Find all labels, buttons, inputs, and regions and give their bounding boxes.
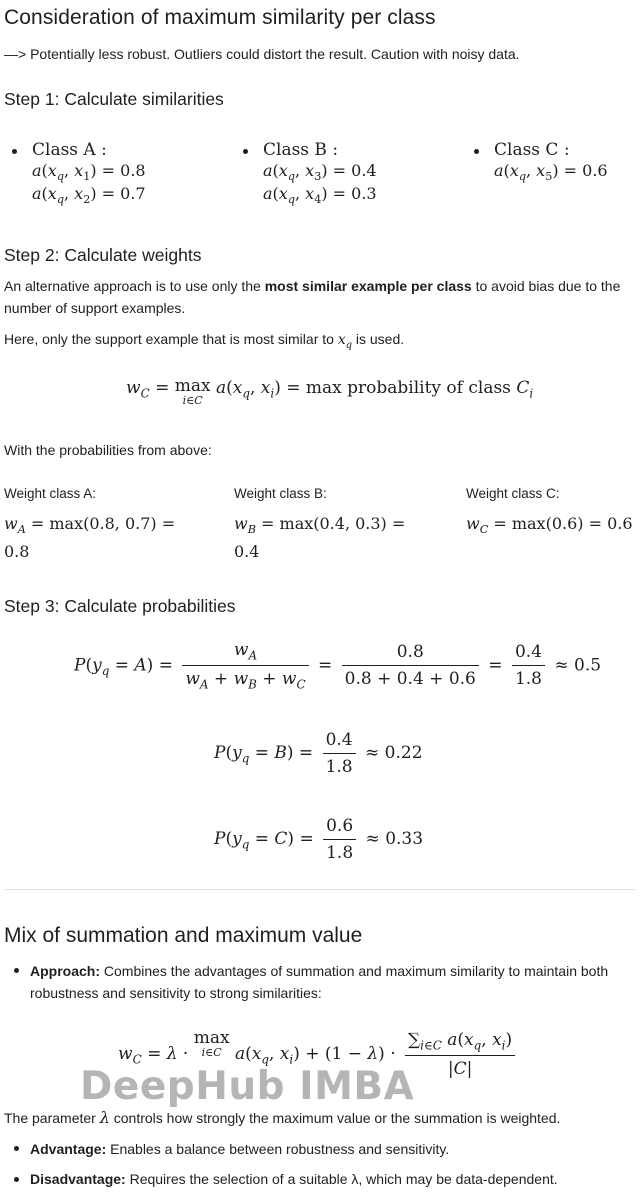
class-b-label: Class B : — [263, 140, 339, 160]
mixed-weight-formula: $w_C = \lambda \cdot \max$ i∈C $a(x_q$, $x_i) + (1 - \lambda)$ · $\frac{\sum_{i\in C} a(x_q, x_i)}{|C|}$ — [118, 1030, 519, 1079]
class-a-sim-2: $a(x_q$, $x_2) = 0.7$ — [32, 184, 146, 207]
section-title-mix: Mix of summation and maximum value — [4, 924, 363, 947]
section-title-max-similarity: Consideration of maximum similarity per class — [4, 6, 436, 29]
bullet-icon — [14, 968, 19, 973]
class-a-label: Class A : — [32, 140, 107, 160]
class-c-label: Class C : — [494, 140, 570, 160]
weight-class-c-eq: $w_C = \max(0.6) = 0.6$ — [466, 514, 633, 537]
watermark-logo: DeepHub IMBA — [80, 1064, 415, 1109]
weight-class-b-eq: $w_B = \max(0.4$, 0.3) = 0.4 — [234, 514, 406, 562]
weight-class-a-label: Weight class A: — [4, 486, 97, 501]
step3-title: Step 3: Calculate probabilities — [4, 596, 236, 616]
bullet-icon — [14, 1146, 19, 1151]
support-example-text: Here, only the support example that is most similar to $x_q$ is used. — [4, 331, 405, 351]
section-divider — [4, 889, 636, 890]
with-probabilities-text: With the probabilities from above: — [4, 442, 212, 458]
weight-class-a-eq: $w_A = \max(0.8$, 0.7) = 0.8 — [4, 514, 176, 562]
probability-b-formula: $P(y_q = B)$ = $\frac{0.4}{1.8}$ ≈ 0.22 — [214, 730, 423, 777]
disadvantage-item: Disadvantage: Requires the selection of a suitable λ, which may be data-dependent. — [30, 1171, 558, 1187]
parameter-text: The parameter λ controls how strongly the maximum value or the summation is weighted. — [4, 1108, 561, 1127]
class-b-sim-2: $a(x_q$, $x_4) = 0.3$ — [263, 184, 377, 207]
bullet-icon — [14, 1177, 19, 1182]
bullet-icon — [12, 149, 17, 154]
robustness-note: —> Potentially less robust. Outliers could distort the result. Caution with noisy data. — [4, 46, 520, 62]
class-a-sim-1: $a(x_q$, $x_1) = 0.8$ — [32, 161, 146, 184]
step2-title: Step 2: Calculate weights — [4, 245, 202, 265]
advantage-item: Advantage: Enables a balance between robustness and sensitivity. — [30, 1141, 450, 1157]
class-b-sim-1: $a(x_q$, $x_3) = 0.4$ — [263, 161, 377, 184]
bullet-icon — [474, 149, 479, 154]
alternative-approach-text: An alternative approach is to use only the most similar example per class to avoid bias due to the number of support examples. — [4, 278, 621, 316]
weight-class-c-label: Weight class C: — [466, 486, 560, 501]
probability-a-formula: $P(y_q = A)$ = $\frac{w_A}{w_A + w_B + w_C}$ = $\frac{0.8}{0.8 + 0.4 + 0.6}$ = $\frac{0.4}{1.8}$ ≈ 0.5 — [74, 640, 602, 692]
probability-c-formula: $P(y_q = C)$ = $\frac{0.6}{1.8}$ ≈ 0.33 — [214, 816, 424, 863]
weight-class-b-label: Weight class B: — [234, 486, 327, 501]
bullet-icon — [243, 149, 248, 154]
approach-item: Approach: Combines the advantages of summation and maximum similarity to maintain both robustness and sensitivity to strong similarities: — [30, 963, 609, 1001]
step1-title: Step 1: Calculate similarities — [4, 89, 224, 109]
class-c-sim-1: $a(x_q$, $x_5) = 0.6$ — [494, 161, 608, 184]
weight-formula: $w_C = \max$ i∈C $a(x_q$, $x_i) = \max$ probability of class $C_i$ — [126, 376, 534, 407]
